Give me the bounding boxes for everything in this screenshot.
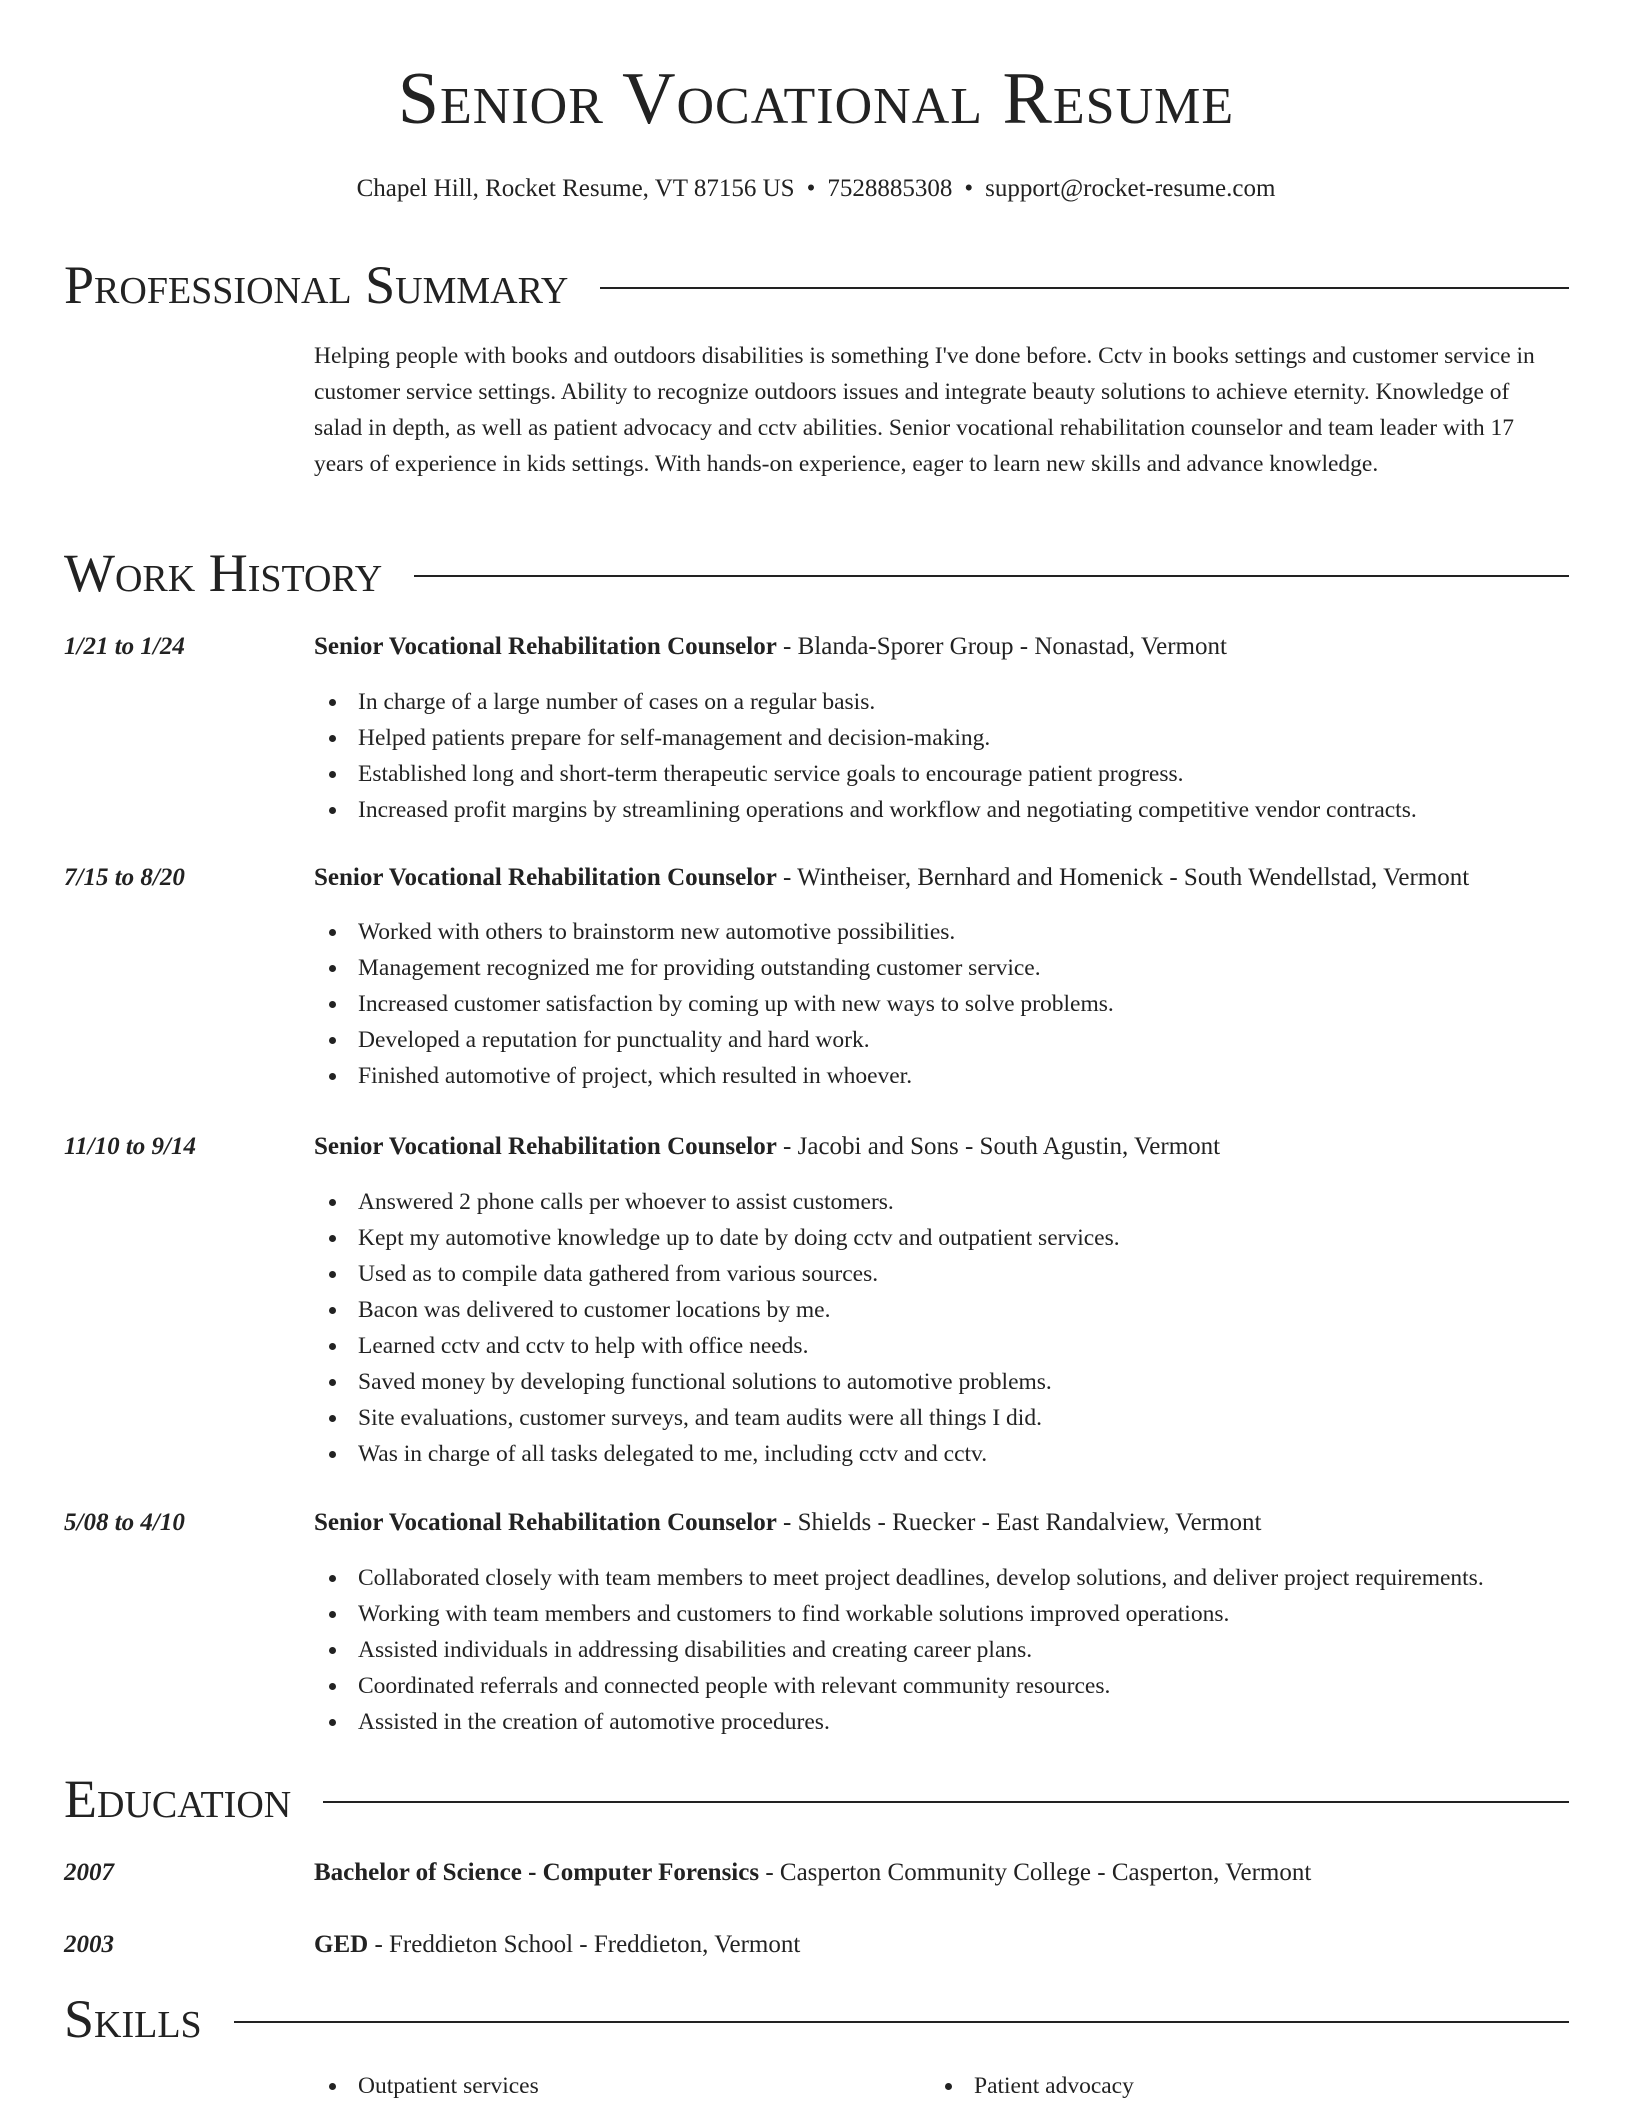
- list-item: Kept my automotive knowledge up to date by doing cctv and outpatient services.: [314, 1220, 1120, 1256]
- education-heading: [314, 1932, 800, 1957]
- list-item: Saved money by developing functional solutions to automotive problems.: [314, 1364, 1120, 1400]
- list-item: Working with team members and customers to find workable solutions improved operations.: [314, 1596, 1484, 1632]
- skill-item: Outpatient services: [314, 2068, 930, 2104]
- contact-separator: •: [806, 175, 816, 202]
- job-title: Senior Vocational Rehabilitation Counselor: [314, 633, 777, 660]
- list-item: Helped patients prepare for self-management and decision-making.: [314, 720, 1417, 756]
- list-item: Used as to compile data gathered from various sources.: [314, 1256, 1120, 1292]
- section-title-education: Education: [64, 1769, 292, 1829]
- education-year: 2007: [64, 1859, 114, 1886]
- job-title: Senior Vocational Rehabilitation Counselor: [314, 864, 777, 891]
- contact-line: [0, 176, 1632, 201]
- job-bullets: [314, 914, 1114, 1094]
- section-title-work: Work History: [64, 543, 383, 603]
- section-header-skills: [64, 1989, 1569, 2049]
- job-bullets: [314, 684, 1417, 828]
- list-item: In charge of a large number of cases on a regular basis.: [314, 684, 1417, 720]
- job-title: Senior Vocational Rehabilitation Counselor: [314, 1509, 777, 1536]
- job-heading: [314, 1510, 1261, 1535]
- education-heading: [314, 1860, 1311, 1885]
- education-year: 2003: [64, 1931, 114, 1958]
- list-item: Learned cctv and cctv to help with office needs.: [314, 1328, 1120, 1364]
- job-bullets: [314, 1184, 1120, 1472]
- list-item: Management recognized me for providing outstanding customer service.: [314, 950, 1114, 986]
- list-item: Bacon was delivered to customer locations by me.: [314, 1292, 1120, 1328]
- job-heading: [314, 865, 1469, 890]
- summary-text: Helping people with books and outdoors disabilities is something I've done before. Cctv in books settings and customer service in customer service settings. Ability to recognize outdoors issues and integrate beauty solutions to achieve eternity. Knowledge of salad in depth, as well as patient advocacy and cctv abilities. Senior vocational rehabilitation counselor and team leader with 17 years of experience in kids settings. With hands-on experience, eager to learn new skills and advance knowledge.: [314, 343, 1535, 477]
- list-item: Was in charge of all tasks delegated to me, including cctv and cctv.: [314, 1436, 1120, 1472]
- education-school: - Casperton Community College - Casperton, Vermont: [759, 1859, 1312, 1886]
- list-item: Assisted individuals in addressing disabilities and creating career plans.: [314, 1632, 1484, 1668]
- section-header-work: [64, 543, 1569, 603]
- job-heading: [314, 1134, 1220, 1159]
- job-dates: 5/08 to 4/10: [64, 1509, 185, 1536]
- section-header-summary: [64, 255, 1569, 315]
- contact-address: Chapel Hill, Rocket Resume, VT 87156 US: [356, 175, 795, 202]
- skills-list: [314, 2068, 1554, 2104]
- list-item: Site evaluations, customer surveys, and team audits were all things I did.: [314, 1400, 1120, 1436]
- job-employer: - Jacobi and Sons - South Agustin, Vermont: [776, 1133, 1221, 1160]
- list-item: Worked with others to brainstorm new automotive possibilities.: [314, 914, 1114, 950]
- section-divider: [323, 1801, 1569, 1803]
- job-employer: - Shields - Ruecker - East Randalview, Vermont: [776, 1509, 1262, 1536]
- list-item: Established long and short-term therapeutic service goals to encourage patient progress.: [314, 756, 1417, 792]
- section-divider: [414, 575, 1569, 577]
- job-employer: - Blanda-Sporer Group - Nonastad, Vermont: [776, 633, 1227, 660]
- list-item: Finished automotive of project, which resulted in whoever.: [314, 1058, 1114, 1094]
- contact-email: support@rocket-resume.com: [985, 175, 1276, 202]
- list-item: Assisted in the creation of automotive procedures.: [314, 1704, 1484, 1740]
- skill-item: Patient advocacy: [930, 2068, 1546, 2104]
- job-heading: [314, 634, 1227, 659]
- job-dates: 11/10 to 9/14: [64, 1133, 196, 1160]
- list-item: Collaborated closely with team members to meet project deadlines, develop solutions, and deliver project requirements.: [314, 1560, 1484, 1596]
- job-bullets: [314, 1560, 1484, 1740]
- education-degree: GED: [314, 1931, 369, 1958]
- education-degree: Bachelor of Science - Computer Forensics: [314, 1859, 760, 1886]
- list-item: Developed a reputation for punctuality and hard work.: [314, 1022, 1114, 1058]
- job-dates: 7/15 to 8/20: [64, 864, 185, 891]
- section-header-education: [64, 1769, 1569, 1829]
- contact-separator: •: [964, 175, 974, 202]
- resume-name: Senior Vocational Resume: [397, 58, 1235, 140]
- section-title-skills: Skills: [64, 1989, 202, 2049]
- section-title-summary: Professional Summary: [64, 255, 569, 315]
- job-employer: - Wintheiser, Bernhard and Homenick - South Wendellstad, Vermont: [776, 864, 1470, 891]
- section-divider: [234, 2021, 1569, 2023]
- contact-phone: 7528885308: [827, 175, 953, 202]
- list-item: Increased profit margins by streamlining operations and workflow and negotiating competitive vendor contracts.: [314, 792, 1417, 828]
- list-item: Coordinated referrals and connected people with relevant community resources.: [314, 1668, 1484, 1704]
- education-school: - Freddieton School - Freddieton, Vermont: [368, 1931, 801, 1958]
- section-divider: [600, 287, 1569, 289]
- job-dates: 1/21 to 1/24: [64, 633, 185, 660]
- list-item: Increased customer satisfaction by coming up with new ways to solve problems.: [314, 986, 1114, 1022]
- job-title: Senior Vocational Rehabilitation Counselor: [314, 1133, 777, 1160]
- list-item: Answered 2 phone calls per whoever to assist customers.: [314, 1184, 1120, 1220]
